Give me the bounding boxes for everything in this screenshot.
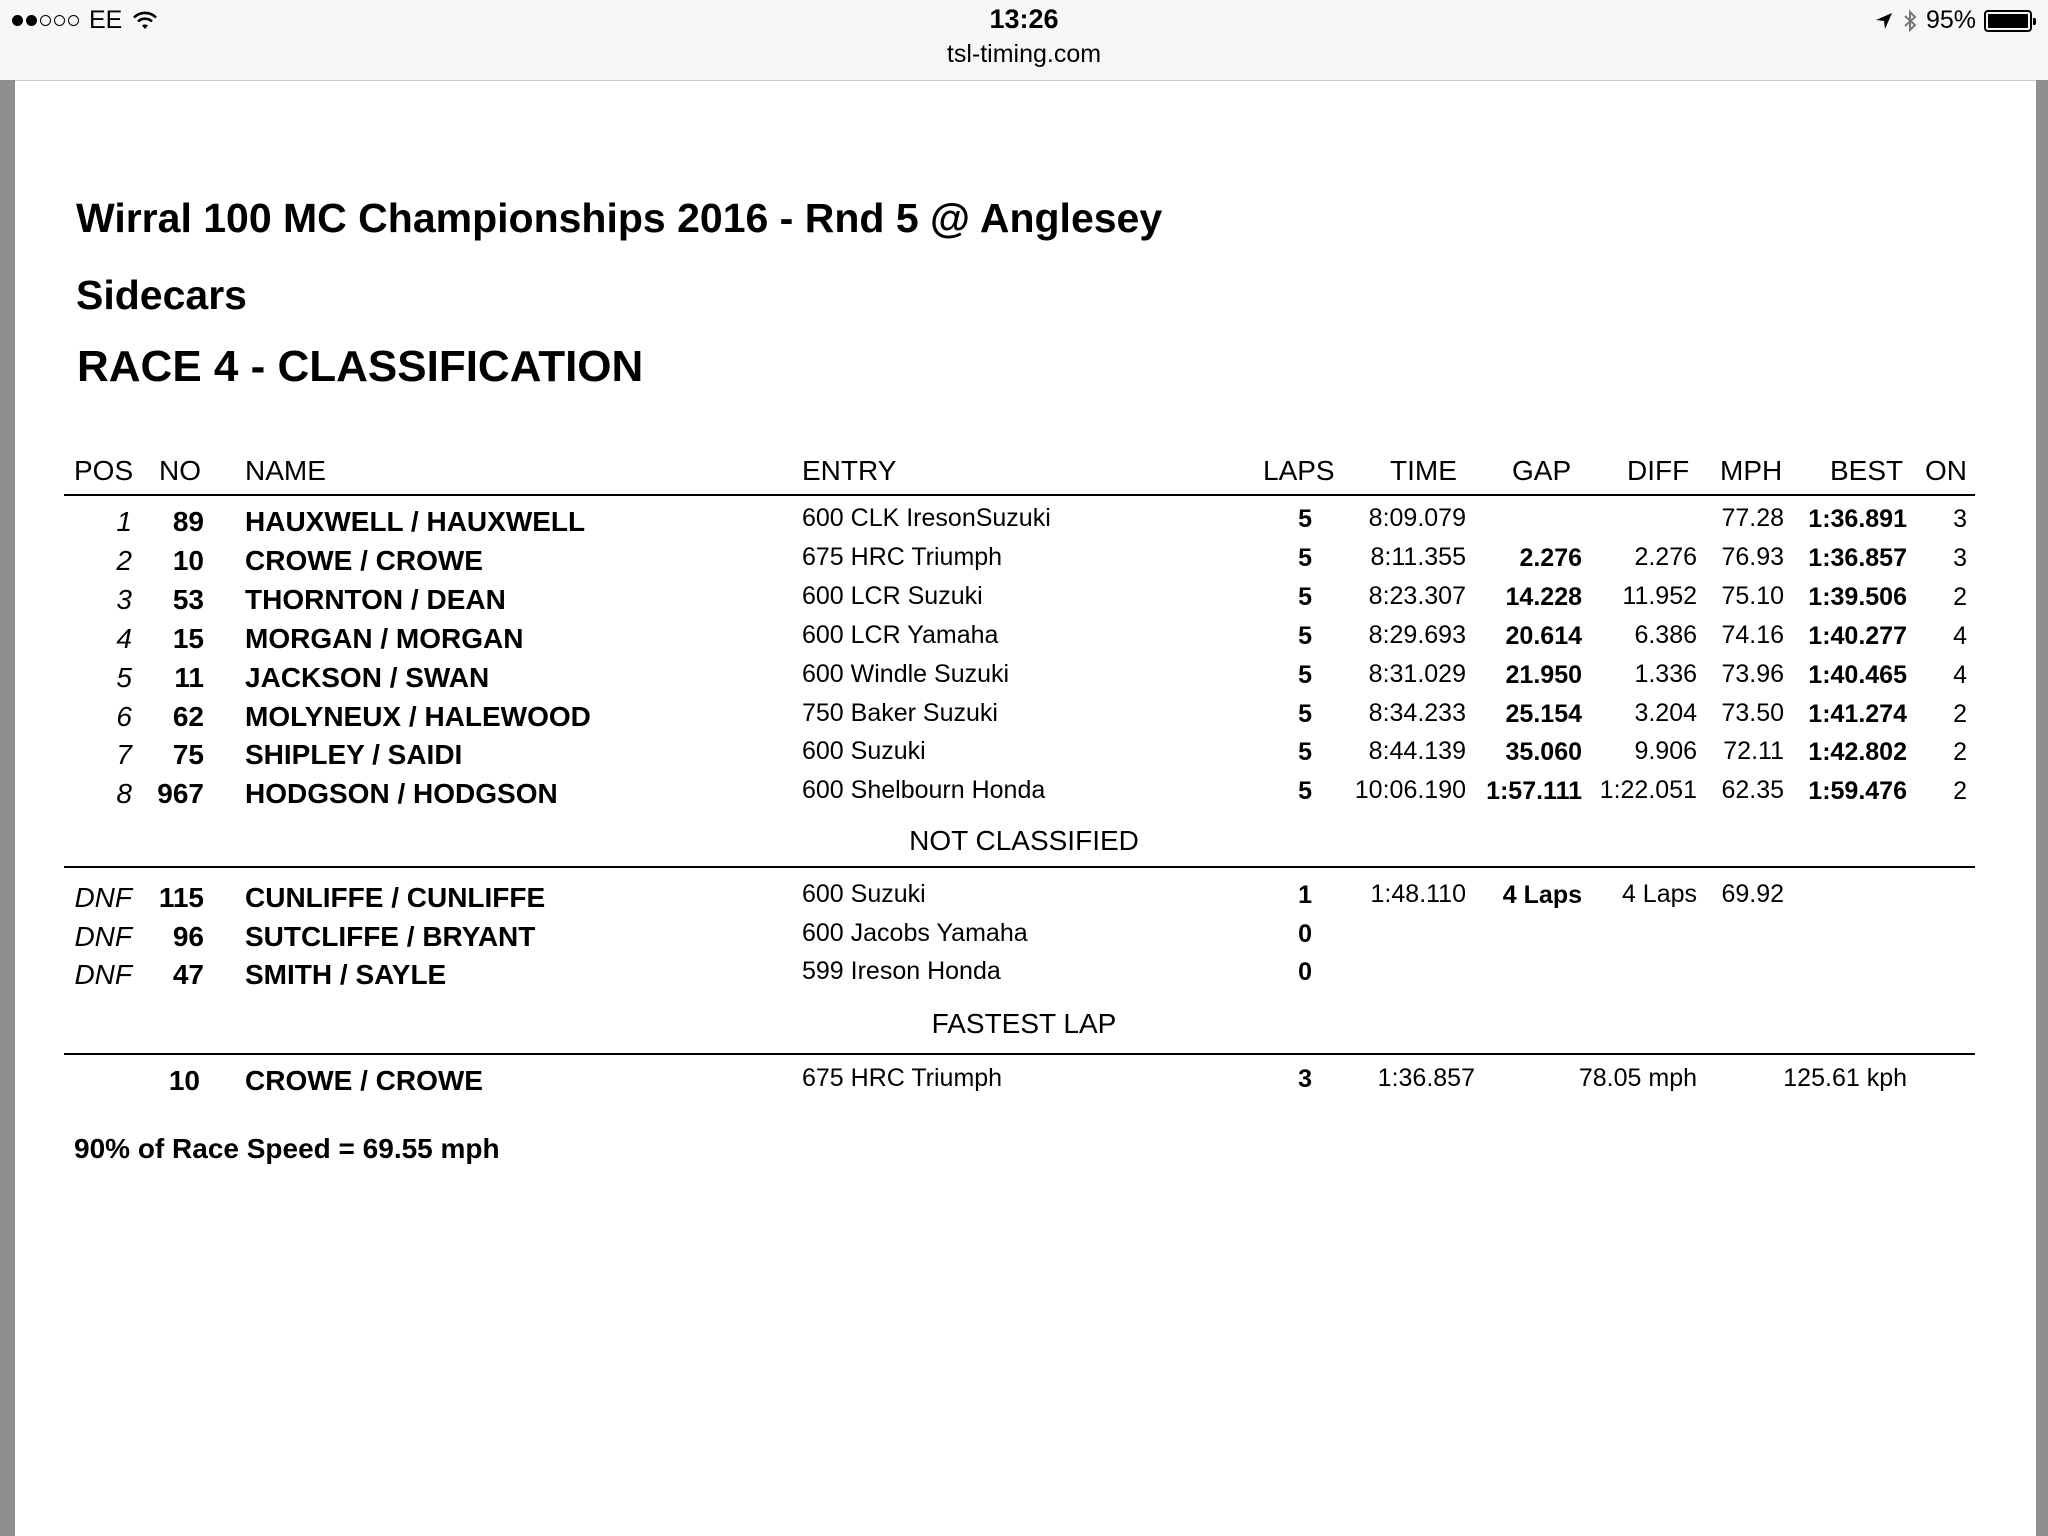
address-bar-url[interactable]: tsl-timing.com (946, 40, 1102, 68)
result-laps: 5 (1298, 777, 1312, 806)
status-bar (0, 0, 2048, 81)
header-best: BEST (1830, 455, 1904, 486)
fastest-lap-on: 3 (1298, 1065, 1312, 1093)
header-entry: ENTRY (802, 455, 897, 486)
header-time: TIME (1390, 455, 1457, 486)
dnf-no: 96 (172, 920, 204, 952)
result-diff: 3.204 (1634, 698, 1697, 727)
header-rule (64, 494, 1975, 496)
result-name: JACKSON / SWAN (245, 661, 490, 693)
result-time: 8:23.307 (1368, 581, 1466, 610)
fastest-lap-heading: FASTEST LAP (931, 1008, 1117, 1039)
result-mph: 77.28 (1721, 504, 1784, 532)
result-gap: 1:57.111 (1486, 777, 1582, 806)
result-diff: 1:22.051 (1599, 776, 1697, 805)
dnf-diff: 4 Laps (1621, 880, 1697, 908)
location-arrow-icon (1874, 11, 1894, 31)
race-title: RACE 4 - CLASSIFICATION (77, 342, 644, 391)
result-pos: 3 (116, 583, 132, 615)
fastest-lap-time: 1:36.857 (1377, 1064, 1475, 1092)
result-best: 1:39.506 (1808, 582, 1907, 611)
not-classified-heading: NOT CLASSIFIED (909, 825, 1139, 856)
event-title: Wirral 100 MC Championships 2016 - Rnd 5 @ Anglesey (76, 195, 1163, 241)
result-gap: 14.228 (1505, 582, 1582, 611)
result-on: 2 (1953, 777, 1967, 806)
result-no: 53 (172, 583, 204, 615)
result-best: 1:41.274 (1808, 699, 1907, 728)
result-no: 89 (172, 506, 204, 537)
dnf-pos: DNF (74, 882, 132, 913)
dnf-name: SUTCLIFFE / BRYANT (245, 920, 536, 952)
header-name: NAME (245, 455, 326, 486)
result-on: 2 (1953, 699, 1967, 728)
fastest-lap-mph: 78.05 mph (1578, 1064, 1697, 1092)
result-time: 10:06.190 (1354, 776, 1466, 805)
dnf-name: CUNLIFFE / CUNLIFFE (245, 882, 546, 913)
dnf-no: 47 (172, 959, 204, 990)
result-no: 967 (157, 778, 204, 810)
result-gap: 20.614 (1505, 621, 1582, 650)
result-on: 2 (1953, 738, 1967, 767)
race-speed-note: 90% of Race Speed = 69.55 mph (74, 1133, 500, 1164)
dnf-name: SMITH / SAYLE (245, 959, 447, 990)
result-gap: 2.276 (1519, 543, 1582, 572)
header-pos: POS (74, 455, 134, 486)
header-on: ON (1925, 455, 1967, 486)
result-best: 1:36.857 (1808, 543, 1907, 572)
result-pos: 5 (116, 661, 132, 693)
result-name: MORGAN / MORGAN (245, 622, 524, 654)
result-mph: 73.50 (1721, 698, 1784, 727)
result-gap: 25.154 (1505, 699, 1582, 728)
result-no: 62 (172, 700, 204, 732)
results-document (0, 80, 2048, 1536)
result-gap: 35.060 (1505, 738, 1582, 767)
class-title: Sidecars (76, 272, 247, 318)
result-name: HODGSON / HODGSON (245, 778, 558, 810)
result-entry: 750 Baker Suzuki (802, 698, 998, 727)
result-entry: 675 HRC Triumph (802, 542, 1003, 571)
result-time: 8:09.079 (1368, 504, 1466, 532)
dnf-laps: 0 (1298, 919, 1312, 948)
result-diff: 9.906 (1634, 737, 1697, 766)
result-no: 75 (172, 739, 204, 771)
result-name: THORNTON / DEAN (245, 583, 506, 615)
dnf-mph: 69.92 (1721, 880, 1784, 908)
result-entry: 600 LCR Yamaha (802, 620, 999, 649)
dnf-entry: 600 Suzuki (802, 880, 926, 908)
fastest-lap-no: 10 (168, 1065, 200, 1096)
result-time: 8:34.233 (1368, 698, 1466, 727)
bluetooth-icon (1902, 9, 1918, 33)
result-entry: 600 CLK IresonSuzuki (802, 504, 1051, 532)
header-no: NO (159, 455, 201, 486)
result-no: 10 (172, 544, 204, 576)
dnf-entry: 600 Jacobs Yamaha (802, 918, 1028, 947)
result-best: 1:59.476 (1808, 777, 1907, 806)
result-mph: 72.11 (1723, 737, 1784, 766)
battery-percent: 95% (1925, 6, 1976, 34)
header-laps: LAPS (1263, 455, 1335, 486)
fastest-lap-rule (64, 1053, 1975, 1055)
battery-icon (1984, 10, 2032, 32)
result-no: 15 (172, 622, 204, 654)
result-name: SHIPLEY / SAIDI (245, 739, 463, 771)
header-mph: MPH (1720, 455, 1783, 486)
result-pos: 1 (116, 506, 132, 537)
result-name: CROWE / CROWE (245, 544, 483, 576)
result-laps: 5 (1298, 699, 1312, 728)
fastest-lap-name: CROWE / CROWE (245, 1065, 483, 1096)
result-mph: 62.35 (1721, 776, 1784, 805)
header-gap: GAP (1512, 455, 1572, 486)
result-on: 2 (1953, 582, 1967, 611)
clock: 13:26 (989, 4, 1059, 34)
result-pos: 8 (116, 778, 132, 810)
result-best: 1:40.277 (1808, 621, 1907, 650)
result-laps: 5 (1298, 582, 1312, 611)
result-laps: 5 (1298, 660, 1312, 689)
result-laps: 5 (1298, 621, 1312, 650)
fastest-lap-entry: 675 HRC Triumph (802, 1064, 1003, 1092)
result-mph: 75.10 (1721, 581, 1784, 610)
status-right (1874, 6, 2032, 35)
result-diff: 11.952 (1622, 581, 1697, 610)
result-pos: 4 (116, 622, 132, 654)
result-diff: 2.276 (1634, 542, 1697, 571)
result-laps: 5 (1298, 738, 1312, 767)
result-best: 1:36.891 (1808, 505, 1907, 533)
dnf-pos: DNF (74, 959, 132, 990)
result-name: HAUXWELL / HAUXWELL (245, 506, 586, 537)
result-diff: 1.336 (1634, 659, 1697, 688)
result-on: 3 (1953, 543, 1967, 572)
result-entry: 600 LCR Suzuki (802, 581, 983, 610)
result-best: 1:40.465 (1808, 660, 1907, 689)
result-time: 8:31.029 (1368, 659, 1466, 688)
dnf-laps: 0 (1298, 958, 1312, 986)
carrier-name: EE (89, 6, 123, 34)
result-time: 8:11.355 (1370, 542, 1466, 571)
result-entry: 600 Windle Suzuki (802, 659, 1010, 688)
not-classified-rule (64, 866, 1975, 868)
result-no: 11 (174, 661, 204, 693)
result-mph: 76.93 (1721, 542, 1784, 571)
result-pos: 2 (116, 544, 132, 576)
result-on: 3 (1953, 505, 1967, 533)
result-laps: 5 (1298, 505, 1312, 533)
result-mph: 74.16 (1721, 620, 1784, 649)
dnf-gap: 4 Laps (1502, 881, 1582, 909)
result-entry: 600 Shelbourn Honda (802, 776, 1046, 805)
result-time: 8:29.693 (1368, 620, 1466, 649)
result-laps: 5 (1298, 543, 1312, 572)
dnf-entry: 599 Ireson Honda (802, 957, 1001, 985)
result-time: 8:44.139 (1368, 737, 1466, 766)
result-pos: 7 (116, 739, 132, 771)
dnf-time: 1:48.110 (1370, 880, 1466, 908)
result-best: 1:42.802 (1808, 738, 1907, 767)
dnf-laps: 1 (1298, 881, 1312, 909)
result-name: MOLYNEUX / HALEWOOD (245, 700, 591, 732)
dnf-pos: DNF (74, 920, 132, 952)
header-diff: DIFF (1627, 455, 1690, 486)
result-diff: 6.386 (1634, 620, 1697, 649)
result-on: 4 (1953, 621, 1967, 650)
dnf-no: 115 (158, 882, 204, 913)
result-pos: 6 (116, 700, 132, 732)
result-entry: 600 Suzuki (802, 737, 926, 766)
result-gap: 21.950 (1505, 660, 1582, 689)
result-mph: 73.96 (1721, 659, 1784, 688)
result-on: 4 (1953, 660, 1967, 689)
fastest-lap-kph: 125.61 kph (1783, 1064, 1907, 1092)
